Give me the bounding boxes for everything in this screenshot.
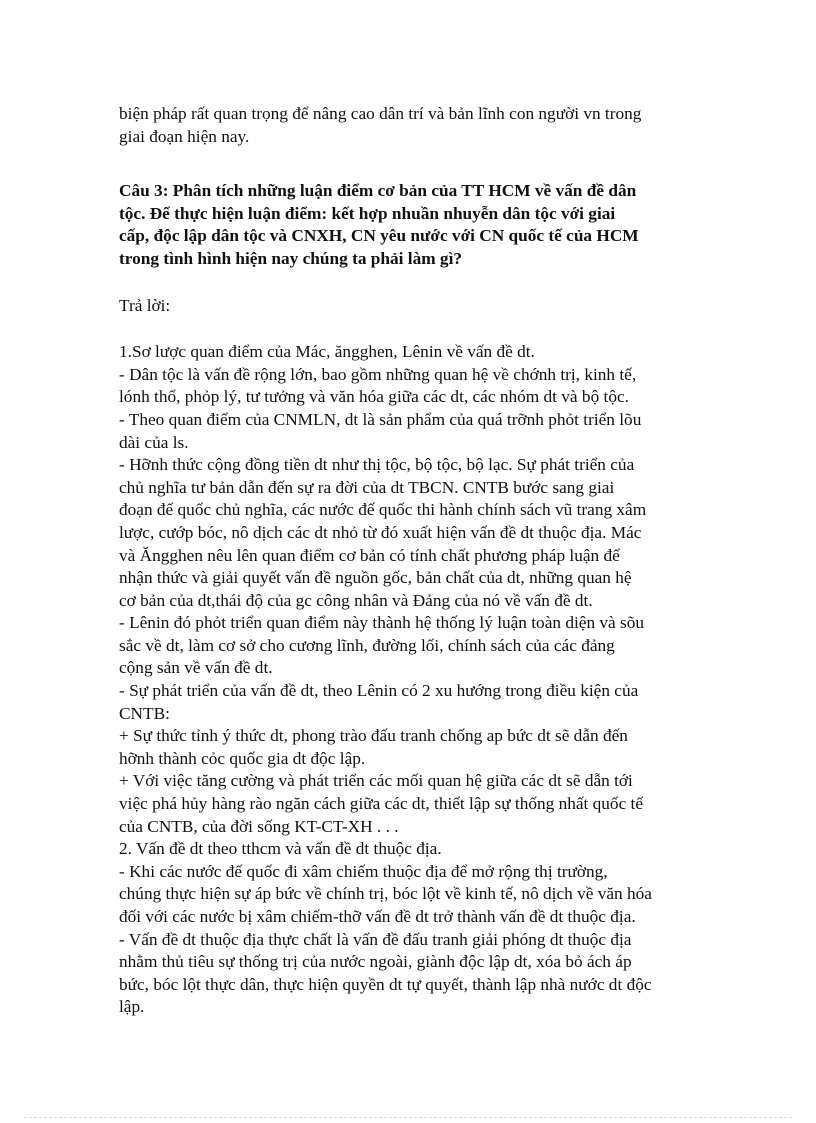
body-line: - Sự phát triển của vấn đề dt, theo Lênin có 2 xu hướng trong điều kiện của <box>119 681 639 701</box>
body-line: lập. <box>119 997 145 1017</box>
body-line: nhằm thủ tiêu sự thống trị của nước ngoài, giành độc lập dt, xóa bỏ ách áp <box>119 952 632 972</box>
body-line: - Theo quan điểm của CNMLN, dt là sản phẩm của quá trỡnh phỏt triển lõu <box>119 409 642 429</box>
body-line: - Vấn đề dt thuộc địa thực chất là vấn đề đấu tranh giải phóng dt thuộc địa <box>119 929 632 949</box>
body-line: cơ bản của dt,thái độ của gc công nhân và Đảng của nó về vấn đề dt. <box>119 590 593 610</box>
question-line: Câu 3: Phân tích những luận điểm cơ bản của TT HCM về vấn đề dân <box>119 181 637 201</box>
body-line: CNTB: <box>119 703 170 723</box>
body-line: + Sự thức tỉnh ý thức dt, phong trào đấu tranh chống ap bức dt sẽ dẫn đến <box>119 726 628 746</box>
body-line: 1.Sơ lược quan điểm của Mác, ăngghen, Lênin về vấn đề dt. <box>119 342 535 362</box>
body-line: - Dân tộc là vấn đề rộng lớn, bao gồm những quan hệ về chớnh trị, kinh tế, <box>119 364 637 384</box>
body-line: đối với các nước bị xâm chiếm-thỡ vấn đề dt trở thành vấn đề dt thuộc địa. <box>119 907 636 926</box>
body-line: - Hỡnh thức cộng đồng tiền dt như thị tộc, bộ tộc, bộ lạc. Sự phát triển của <box>119 455 635 475</box>
body-line: - Khi các nước đế quốc đi xâm chiếm thuộc địa để mở rộng thị trường, <box>119 861 608 881</box>
question-heading <box>119 180 719 270</box>
body-line: hỡnh thành cỏc quốc gia dt độc lập. <box>119 748 366 768</box>
intro-paragraph <box>119 103 719 148</box>
body-line: nhận thức và giải quyết vấn đề nguồn gốc, bản chất của dt, những quan hệ <box>119 568 632 588</box>
body-line: chủ nghĩa tư bản dẫn đến sự ra đời của dt TBCN. CNTB bước sang giai <box>119 477 615 497</box>
body-line: chúng thực hiện sự áp bức về chính trị, bóc lột về kinh tế, nô dịch về văn hóa <box>119 884 652 904</box>
question-line: trong tình hình hiện nay chúng ta phải làm gì? <box>119 248 463 268</box>
body-line: bức, bóc lột thực dân, thực hiện quyền dt tự quyết, thành lập nhà nước dt độc <box>119 974 652 994</box>
intro-line: giai đoạn hiện nay. <box>119 126 250 146</box>
question-line: tộc. Để thực hiện luận điểm: kết hợp nhuần nhuyễn dân tộc với giai <box>119 203 616 223</box>
body-line: của CNTB, của đời sống KT-CT-XH . . . <box>119 816 399 836</box>
body-line: 2. Vấn đề dt theo tthcm và vấn đề dt thuộc địa. <box>119 839 442 859</box>
page-bottom-divider <box>24 1117 792 1118</box>
body-line: lónh thổ, phỏp lý, tư tưởng và văn hóa giữa các dt, các nhóm dt và bộ tộc. <box>119 387 629 407</box>
question-line: cấp, độc lập dân tộc và CNXH, CN yêu nước với CN quốc tế của HCM <box>119 226 639 246</box>
body-line: lược, cướp bóc, nô dịch các dt nhỏ từ đó xuất hiện vấn đề dt thuộc địa. Mác <box>119 522 642 542</box>
body-line: đoạn đế quốc chủ nghĩa, các nước đế quốc thi hành chính sách vũ trang xâm <box>119 500 647 520</box>
body-line: sắc về dt, làm cơ sở cho cương lĩnh, đường lối, chính sách của các đảng <box>119 635 615 655</box>
answer-body <box>119 341 719 1019</box>
body-line: dài của ls. <box>119 432 189 452</box>
answer-label: Trả lời: <box>119 295 171 315</box>
body-line: và Ăngghen nêu lên quan điểm cơ bản có tính chất phương pháp luận để <box>119 545 620 565</box>
intro-line: biện pháp rất quan trọng để nâng cao dân trí và bản lĩnh con người vn trong <box>119 104 642 123</box>
body-line: + Với việc tăng cường và phát triển các mối quan hệ giữa các dt sẽ dẫn tới <box>119 771 633 791</box>
body-line: cộng sản về vấn đề dt. <box>119 658 273 678</box>
body-line: - Lênin đó phỏt triển quan điểm này thành hệ thống lý luận toàn diện và sõu <box>119 613 645 633</box>
page-content <box>119 103 719 1019</box>
body-line: việc phá hủy hàng rào ngăn cách giữa các dt, thiết lập sự thống nhất quốc tế <box>119 794 644 814</box>
